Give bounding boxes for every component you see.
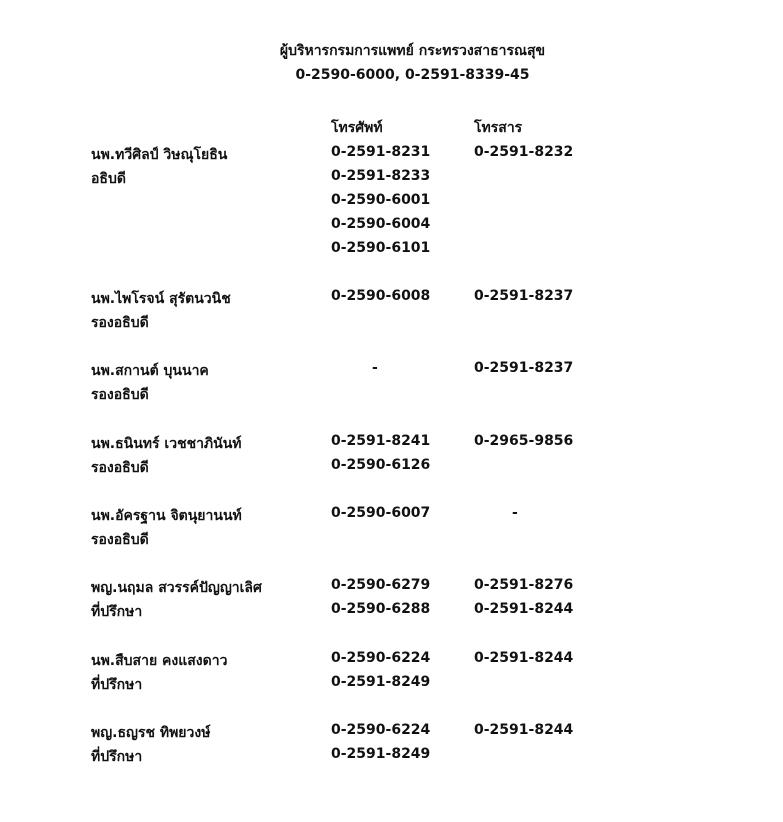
main-phone-numbers: 0-2590-6000, 0-2591-8339-45: [295, 67, 530, 83]
phone-number-empty: -: [372, 360, 378, 376]
person-role: รองอธิบดี: [91, 460, 149, 476]
phone-number: 0-2590-6004: [331, 216, 431, 232]
person-name: พญ.ธญรช ทิพยวงษ์: [91, 725, 211, 741]
fax-list: [474, 288, 573, 312]
phone-list: [331, 433, 430, 481]
phone-number: 0-2590-6224: [331, 722, 431, 738]
phone-number: 0-2590-6224: [331, 650, 431, 666]
fax-number: 0-2591-8237: [474, 288, 574, 304]
fax-number: 0-2591-8237: [474, 360, 574, 376]
fax-number: 0-2591-8244: [474, 650, 574, 666]
fax-number: 0-2591-8244: [474, 601, 574, 617]
person-name: พญ.นฤมล สวรรค์ปัญญาเลิศ: [91, 580, 262, 596]
phone-number: 0-2591-8241: [331, 433, 431, 449]
phone-number: 0-2590-6001: [331, 192, 431, 208]
fax-list: [474, 650, 573, 674]
person-role: ที่ปรึกษา: [91, 677, 143, 693]
fax-column-header: โทรสาร: [474, 120, 523, 136]
phone-list: [331, 505, 430, 529]
fax-list: [474, 577, 573, 625]
phone-number: 0-2590-6007: [331, 505, 431, 521]
phone-number: 0-2591-8249: [331, 746, 431, 762]
fax-number: 0-2591-8232: [474, 144, 574, 160]
phone-number: 0-2590-6279: [331, 577, 431, 593]
phone-number: 0-2590-6126: [331, 457, 431, 473]
phone-number: 0-2590-6101: [331, 240, 431, 256]
person-name: นพ.ธนินทร์ เวชชาภินันท์: [91, 436, 242, 452]
person-name: นพ.สกานต์ บุนนาค: [91, 363, 209, 379]
phone-number: 0-2590-6008: [331, 288, 431, 304]
person-role: รองอธิบดี: [91, 532, 149, 548]
person-name: นพ.สืบสาย คงแสงดาว: [91, 653, 228, 669]
fax-list: [474, 360, 573, 384]
person-role: ที่ปรึกษา: [91, 749, 143, 765]
phone-number: 0-2591-8249: [331, 674, 431, 690]
person-name: นพ.อัครฐาน จิตนุยานนท์: [91, 508, 242, 524]
phone-column-header: โทรศัพท์: [331, 120, 383, 136]
phone-list: [331, 144, 430, 264]
phone-number: 0-2591-8233: [331, 168, 431, 184]
fax-list: [474, 722, 573, 746]
person-role: อธิบดี: [91, 171, 126, 187]
person-role: รองอธิบดี: [91, 387, 149, 403]
person-role: รองอธิบดี: [91, 315, 149, 331]
fax-list: [474, 144, 573, 168]
page-title: ผู้บริหารกรมการแพทย์ กระทรวงสาธารณสุข: [279, 43, 546, 59]
fax-number: 0-2965-9856: [474, 433, 574, 449]
phone-list: [331, 650, 430, 698]
person-name: นพ.ทวีศิลป์ วิษณุโยธิน: [91, 147, 228, 163]
phone-list: [331, 722, 430, 770]
person-name: นพ.ไพโรจน์ สุรัตนวนิช: [91, 291, 231, 307]
fax-number: 0-2591-8244: [474, 722, 574, 738]
fax-number-empty: -: [512, 505, 518, 521]
phone-number: 0-2590-6288: [331, 601, 431, 617]
phone-list: [331, 577, 430, 625]
phone-number: 0-2591-8231: [331, 144, 431, 160]
fax-list: [474, 433, 573, 457]
fax-number: 0-2591-8276: [474, 577, 574, 593]
phone-list: [331, 288, 430, 312]
person-role: ที่ปรึกษา: [91, 604, 143, 620]
